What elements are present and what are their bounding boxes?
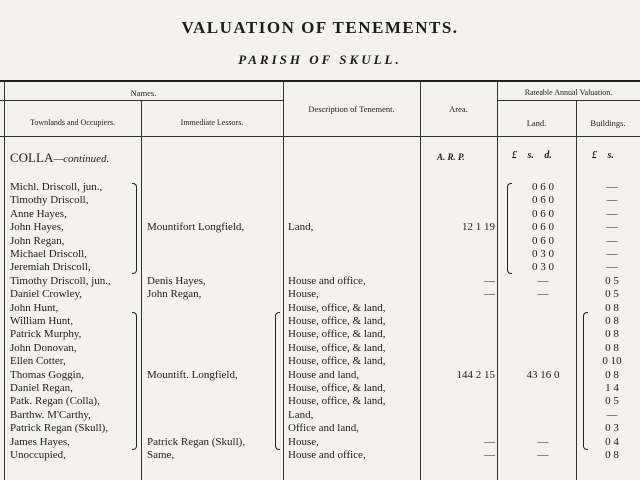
table-row	[0, 194, 640, 207]
table-row	[0, 248, 640, 261]
header-buildings: Buildings.	[590, 118, 626, 128]
occupier-cell: Anne Hayes,	[10, 207, 67, 220]
table-row	[0, 422, 640, 435]
header-lessors: Immediate Lessors.	[180, 118, 244, 127]
page-title: VALUATION OF TENEMENTS.	[181, 18, 459, 37]
buildings-value-cell: 0 8	[605, 328, 619, 341]
buildings-value-cell: —	[606, 248, 618, 260]
occupier-cell: Michael Driscoll,	[10, 248, 87, 260]
table-row	[0, 181, 640, 194]
group-brace	[132, 312, 137, 450]
buildings-value-cell: —	[606, 234, 618, 247]
buildings-value-cell: —	[606, 408, 618, 421]
table-row	[0, 382, 640, 395]
description-cell: House, office, & land,	[288, 355, 386, 368]
buildings-value-cell: 0 5	[605, 395, 619, 408]
description-cell: Land,	[288, 221, 314, 234]
lessor-cell: Same,	[147, 449, 175, 461]
occupier-cell: John Hayes,	[10, 221, 64, 234]
buildings-value-cell: 0 8	[605, 341, 619, 354]
occupier-cell: Michl. Driscoll, jun.,	[10, 181, 103, 193]
table-row	[0, 302, 640, 315]
occupier-cell: Daniel Regan,	[10, 382, 73, 394]
table-row	[0, 395, 640, 408]
occupier-cell: James Hayes,	[10, 435, 70, 448]
description-cell: House, office, & land,	[288, 395, 386, 408]
buildings-value-cell: 0 5	[605, 288, 619, 301]
section-heading	[10, 150, 109, 166]
table-row	[0, 449, 640, 462]
occupier-cell: Patk. Regan (Colla),	[10, 395, 100, 408]
description-cell: House, office, & land,	[288, 328, 386, 341]
section-suffix: —continued.	[53, 153, 110, 165]
buildings-value-cell: —	[606, 221, 618, 234]
description-cell: House,	[288, 435, 319, 448]
occupier-cell: John Regan,	[10, 234, 65, 247]
description-cell: House and office,	[288, 274, 366, 287]
header-names: Names.	[130, 88, 157, 98]
occupier-cell: John Donovan,	[10, 341, 77, 354]
bldg-units: £ s.	[592, 150, 614, 161]
buildings-value-cell: —	[606, 261, 618, 274]
table-row	[0, 208, 640, 221]
buildings-value-cell: 0 8	[605, 315, 619, 327]
table-row	[0, 328, 640, 341]
description-cell: Land,	[288, 408, 314, 421]
header-bottom-rule	[0, 136, 640, 137]
land-value-cell: —	[537, 449, 549, 461]
section-name: COLLA	[10, 150, 54, 165]
description-cell: House, office, & land,	[288, 301, 386, 314]
land-value-cell: 0 3 0	[532, 261, 554, 274]
valuation-subrule	[497, 100, 640, 101]
occupier-cell: Timothy Driscoll,	[10, 194, 89, 207]
table-row	[0, 261, 640, 274]
table-row	[0, 235, 640, 248]
area-cell: 144 2 15	[456, 368, 495, 381]
group-brace	[132, 183, 137, 274]
land-value-cell: 43 16 0	[526, 368, 560, 381]
land-units: £ s. d.	[512, 150, 552, 161]
table-top-rule	[0, 80, 640, 82]
land-value-cell: —	[537, 288, 549, 301]
buildings-value-cell: —	[606, 181, 618, 193]
lessor-cell: Patrick Regan (Skull),	[147, 435, 246, 448]
occupier-cell: John Hunt,	[10, 301, 59, 314]
occupier-cell: Barthw. M'Carthy,	[10, 408, 91, 421]
area-cell: —	[484, 449, 495, 461]
lessor-cell: Mountift. Longfield,	[147, 368, 238, 381]
land-brace	[507, 183, 512, 274]
buildings-value-cell: 0 8	[605, 368, 619, 381]
bldg-brace	[583, 312, 588, 450]
land-value-cell: 0 3 0	[532, 248, 554, 260]
land-value-cell: 0 6 0	[532, 234, 554, 247]
land-value-cell: —	[537, 274, 549, 287]
land-value-cell: 0 6 0	[532, 194, 554, 207]
header-townlands: Townlands and Occupiers.	[30, 118, 115, 127]
table-row	[0, 315, 640, 328]
land-value-cell: —	[537, 435, 549, 448]
area-cell: —	[484, 435, 495, 448]
buildings-value-cell: 0 3	[605, 422, 619, 435]
buildings-value-cell: —	[606, 207, 618, 220]
description-cell: House and land,	[288, 368, 360, 381]
table-row	[0, 342, 640, 355]
occupier-cell: Unoccupied,	[10, 449, 66, 461]
area-units: A. R. P.	[437, 152, 465, 162]
header-area: Area.	[449, 104, 468, 114]
header-rateable: Rateable Annual Valuation.	[524, 88, 613, 97]
occupier-cell: Patrick Murphy,	[10, 328, 82, 341]
table-row	[0, 369, 640, 382]
buildings-value-cell: —	[606, 194, 618, 207]
occupier-cell: Ellen Cotter,	[10, 355, 66, 368]
area-cell: 12 1 19	[462, 221, 495, 234]
page-subtitle: PARISH OF SKULL.	[238, 52, 402, 67]
buildings-value-cell: 0 8	[605, 449, 619, 461]
header-land: Land.	[526, 118, 547, 128]
land-value-cell: 0 6 0	[532, 181, 554, 193]
occupier-cell: Timothy Driscoll, jun.,	[10, 274, 111, 287]
lessor-cell: Mountifort Longfield,	[147, 221, 245, 234]
table-row	[0, 288, 640, 301]
buildings-value-cell: 0 8	[605, 301, 619, 314]
area-cell: —	[484, 288, 495, 301]
description-cell: House, office, & land,	[288, 382, 386, 394]
table-row	[0, 275, 640, 288]
occupier-cell: Daniel Crowley,	[10, 288, 82, 301]
buildings-value-cell: 0 5	[605, 274, 619, 287]
description-cell: House, office, & land,	[288, 315, 386, 327]
buildings-value-cell: 0 10	[602, 355, 622, 368]
desc-brace	[275, 312, 280, 450]
table-row	[0, 409, 640, 422]
table-row	[0, 221, 640, 234]
header-description: Description of Tenement.	[308, 104, 395, 114]
occupier-cell: William Hunt,	[10, 315, 74, 327]
occupier-cell: Thomas Goggin,	[10, 368, 84, 381]
description-cell: House, office, & land,	[288, 341, 386, 354]
occupier-cell: Patrick Regan (Skull),	[10, 422, 109, 435]
occupier-cell: Jeremiah Driscoll,	[10, 261, 91, 274]
land-value-cell: 0 6 0	[532, 207, 554, 220]
lessor-cell: Denis Hayes,	[147, 274, 206, 287]
buildings-value-cell: 0 4	[605, 435, 619, 448]
buildings-value-cell: 1 4	[605, 382, 619, 394]
land-value-cell: 0 6 0	[532, 221, 554, 234]
description-cell: Office and land,	[288, 422, 359, 435]
lessor-cell: John Regan,	[147, 288, 202, 301]
description-cell: House and office,	[288, 449, 366, 461]
description-cell: House,	[288, 288, 319, 301]
table-row	[0, 436, 640, 449]
table-row	[0, 355, 640, 368]
area-cell: —	[484, 274, 495, 287]
